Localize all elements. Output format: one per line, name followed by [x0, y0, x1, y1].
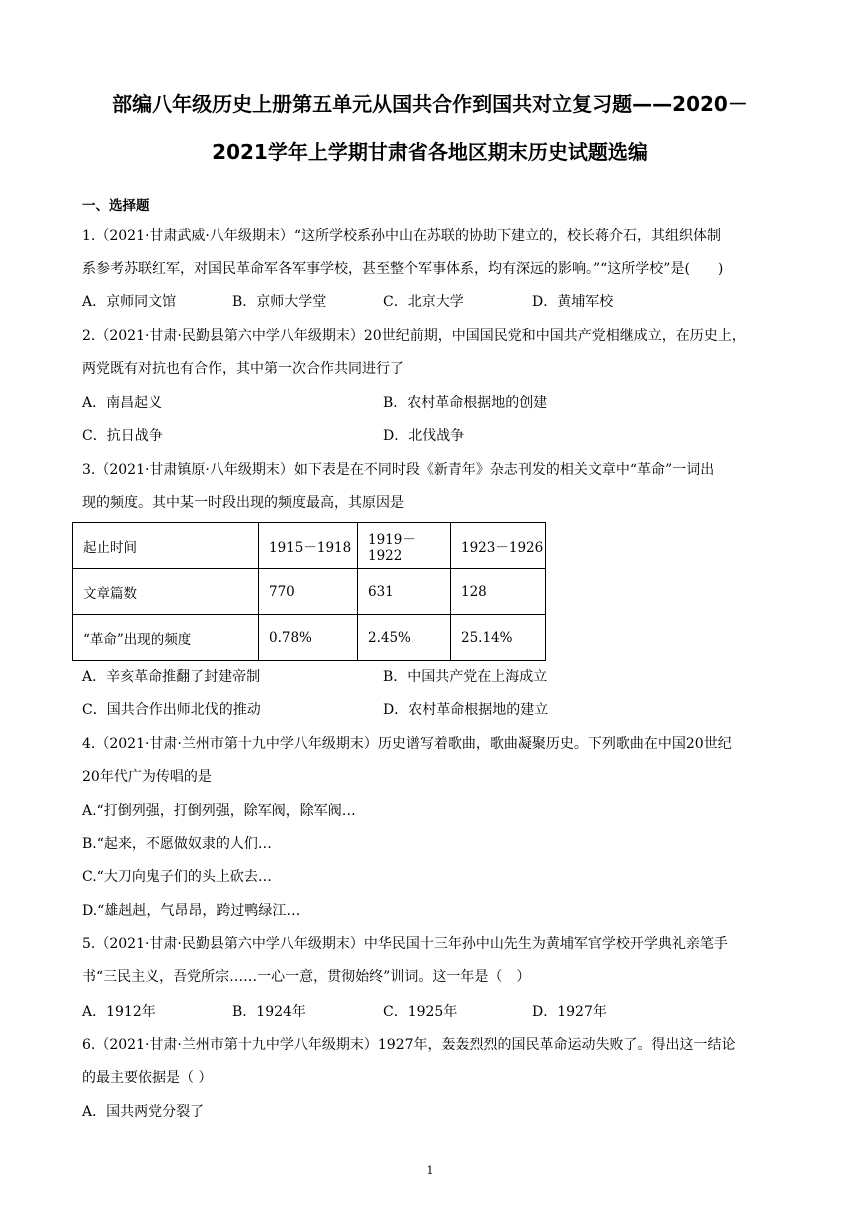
- q2-option-a: A．南昌起义: [82, 395, 163, 411]
- q1-option-b: B．京师大学堂: [232, 294, 327, 310]
- q5-option-c: C．1925年: [383, 1004, 458, 1020]
- frequency-table: [72, 522, 546, 661]
- question-6-line-1: 6.（2021·甘肃·兰州市第十九中学八年级期末）1927年，轰轰烈烈的国民革命运动失败了。得出这一结论: [82, 1037, 736, 1053]
- q4-option-a: A.“打倒列强，打倒列强，除军阀，除军阀…: [82, 803, 356, 819]
- q4-option-c: C.“大刀向鬼子们的头上砍去…: [82, 869, 272, 885]
- table-cell: 起止时间: [73, 523, 259, 569]
- table-cell: 128: [451, 569, 546, 615]
- question-3-line-2: 现的频度。其中某一时段出现的频度最高，其原因是: [82, 495, 404, 511]
- q6-option-a: A．国共两党分裂了: [82, 1104, 205, 1120]
- q3-option-d: D．农村革命根据地的建立: [383, 702, 549, 718]
- page-number: 1: [426, 1164, 434, 1177]
- table-cell: 0.78%: [259, 615, 358, 661]
- question-5-line-2: 书“三民主义，吾党所宗……一心一意，贯彻始终”训词。这一年是（ ）: [82, 969, 531, 985]
- q4-option-b: B.“起来，不愿做奴隶的人们…: [82, 836, 272, 852]
- table-cell: 25.14%: [451, 615, 546, 661]
- table-cell: 631: [358, 569, 451, 615]
- question-6-line-2: 的最主要依据是（ ）: [82, 1070, 213, 1086]
- question-5-line-1: 5.（2021·甘肃·民勤县第六中学八年级期末）中华民国十三年孙中山先生为黄埔军官学校开学典礼亲笔手: [82, 936, 728, 952]
- question-1-line-1: 1.（2021·甘肃武威·八年级期末）“这所学校系孙中山在苏联的协助下建立的，校长蒋介石，其组织体制: [82, 228, 722, 244]
- q5-option-b: B．1924年: [232, 1004, 306, 1020]
- q5-option-d: D．1927年: [532, 1004, 607, 1020]
- question-3-line-1: 3.（2021·甘肃镇原·八年级期末）如下表是在不同时段《新青年》杂志刊发的相关文章中“革命”一词出: [82, 462, 715, 478]
- q1-option-a: A．京师同文馆: [82, 294, 177, 310]
- question-1-line-2: 系参考苏联红军，对国民革命军各军事学校，甚至整个军事体系，均有深远的影响。”“这所学校”是( ): [82, 261, 724, 277]
- table-cell: 2.45%: [358, 615, 451, 661]
- q4-option-d: D.“雄赳赳，气昂昂，跨过鸭绿江…: [82, 903, 301, 919]
- table-row: [73, 523, 546, 569]
- table-cell: 770: [259, 569, 358, 615]
- title-line-1: 部编八年级历史上册第五单元从国共合作到国共对立复习题——2020－: [112, 92, 748, 116]
- q1-option-c: C．北京大学: [383, 294, 464, 310]
- q3-option-c: C．国共合作出师北伐的推动: [82, 702, 261, 718]
- table-cell: 文章篇数: [73, 569, 259, 615]
- q2-option-b: B．农村革命根据地的创建: [383, 395, 548, 411]
- table-row: [73, 615, 546, 661]
- table-cell: 1915－1918: [259, 523, 358, 569]
- q3-option-b: B．中国共产党在上海成立: [383, 669, 548, 685]
- q1-option-d: D．黄埔军校: [532, 294, 614, 310]
- question-4-line-2: 20年代广为传唱的是: [82, 769, 212, 785]
- q5-option-a: A．1912年: [82, 1004, 156, 1020]
- title-line-2: 2021学年上学期甘肃省各地区期末历史试题选编: [212, 140, 648, 164]
- table-cell: 1919－1922: [358, 523, 451, 569]
- question-4-line-1: 4.（2021·甘肃·兰州市第十九中学八年级期末）历史谱写着歌曲，歌曲凝聚历史。下列歌曲在中国20世纪: [82, 736, 732, 752]
- q2-option-d: D．北伐战争: [383, 428, 465, 444]
- section-heading: 一、选择题: [82, 198, 150, 214]
- q2-option-c: C．抗日战争: [82, 428, 163, 444]
- question-2-line-1: 2.（2021·甘肃·民勤县第六中学八年级期末）20世纪前期，中国国民党和中国共产党相继成立，在历史上，: [82, 328, 746, 344]
- table-cell: “革命”出现的频度: [73, 615, 259, 661]
- q3-option-a: A．辛亥革命推翻了封建帝制: [82, 669, 261, 685]
- table-row: [73, 569, 546, 615]
- table-cell: 1923－1926: [451, 523, 546, 569]
- question-2-line-2: 两党既有对抗也有合作，其中第一次合作共同进行了: [82, 361, 404, 377]
